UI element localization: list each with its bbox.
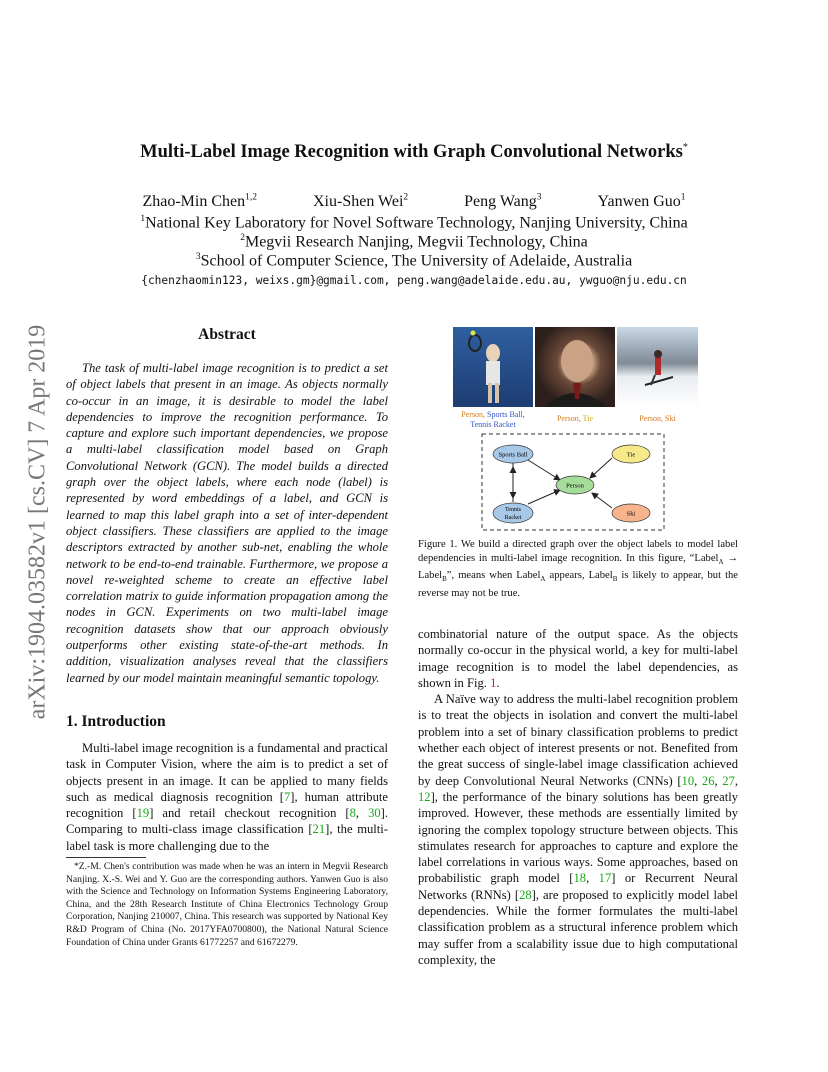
skier-figure	[617, 327, 698, 407]
footnote-rule	[66, 857, 146, 858]
affiliation: $^3$School of Computer Science, The University of Adelaide, Australia	[195, 252, 633, 270]
citation-link[interactable]: 10	[681, 773, 695, 788]
paragraph: A Naïve way to address the multi-label recognition problem is to treat the objects in isolation and convert the multi-label problem into a set of binary classification problems to predict whether each object of interest presents or not. Benefited from the great success of single-label image classification achieved by deep Convolutional Neural Networks (CNNs) [10, 26, 27, 12], the performance of the binary solutions has been greatly improved. However, these methods are essentially limited by ignoring the complex topology structure between objects. This stimulates research for approaches to capture and explore the label correlations in various ways. Some approaches, based on probabilistic graph model [18, 17] or Recurrent Neural Networks (RNNs) [28], are proposed to explicitly model label dependencies. While the former formulates the multi-label classification problem as a structural inference problem which may suffer from a scalability issue due to high computational complexity, the	[418, 692, 739, 967]
paper-title	[0, 142, 828, 163]
citation-link[interactable]: 12	[418, 789, 431, 804]
author: Peng Wang$^3$	[464, 193, 542, 211]
citation-link[interactable]: 26	[701, 773, 715, 788]
paper-title-text: Multi-Label Image Recognition with Graph Convolutional Networks	[140, 142, 683, 163]
figure-caption: Figure 1. We build a directed graph over the object labels to model label dependencies in multi-label image recognition. In this figure, “Label$_A$ → Label$_B$”, means when Label$_A$ appears, Label$_B$ is likely to appear, but the reverse may not be true.	[418, 539, 739, 599]
affiliation: $^2$Megvii Research Nanjing, Megvii Technology, China	[240, 233, 588, 251]
affiliation: $^1$National Key Laboratory for Novel Software Technology, Nanjing University, China	[140, 214, 688, 232]
citation-link[interactable]: 17	[598, 871, 612, 886]
figure-reference-link[interactable]: 1	[490, 675, 497, 690]
edge-ball-person	[528, 460, 560, 480]
citation-link[interactable]: 19	[136, 806, 150, 821]
node-label: Person	[566, 482, 584, 490]
edge-tie-person	[590, 458, 612, 478]
photo-tennis-player	[453, 327, 533, 407]
author-emails: {chenzhaomin123, weixs.gm}@gmail.com, peng.wang@adelaide.edu.au, ywguo@nju.edu.cn	[141, 274, 687, 287]
edge-ski-person	[592, 493, 612, 508]
citation-link[interactable]: 8	[349, 806, 356, 821]
abstract-heading: Abstract	[198, 326, 256, 343]
author: Yanwen Guo$^1$	[597, 193, 686, 211]
citation-link[interactable]: 28	[519, 887, 532, 902]
section-heading-introduction: 1. Introduction	[66, 713, 166, 730]
citation-link[interactable]: 21	[312, 822, 326, 837]
edge-racket-person	[528, 490, 560, 504]
node-label: Tennis	[505, 507, 521, 513]
citation-link[interactable]: 18	[573, 871, 587, 886]
photo-skier	[617, 327, 698, 407]
label-graph	[480, 432, 666, 532]
author-list	[0, 193, 828, 211]
intro-paragraph: Multi-label image recognition is a fundamental and practical task in Computer Vision, where the aim is to predict a set of objects present in an image. It can be applied to many fields such as medical diagnosis recognition [7], human attribute recognition [19] and retail checkout recognition [8, 30]. Comparing to multi-class image classification [21], the multi-label task is more challenging due to the	[66, 741, 389, 853]
photo-label: Person, Tie	[556, 414, 594, 423]
citation-link[interactable]: 7	[283, 789, 291, 804]
paragraph: combinatorial nature of the output space. As the objects normally co-occur in the physical world, a key for multi-label image recognition is to model the label dependencies, as shown in Fig. 1.	[418, 627, 738, 690]
title-footnote-mark: *	[682, 142, 688, 153]
citation-link[interactable]: 30	[368, 806, 381, 821]
citation-link[interactable]: 27	[722, 773, 735, 788]
node-label: Tie	[626, 451, 636, 459]
arxiv-identifier: arXiv:1904.03582v1 [cs.CV] 7 Apr 2019	[24, 324, 51, 720]
node-label: Ski	[626, 510, 636, 518]
photo-label: Person, Sports Ball, Tennis Racket	[461, 410, 525, 429]
author: Xiu-Shen Wei$^2$	[312, 193, 409, 211]
right-column-text	[418, 626, 738, 968]
tennis-player-figure	[453, 327, 533, 407]
footnote: *Z.-M. Chen's contribution was made when he was an intern in Megvii Research Nanjing. X.-S. Wei and Y. Guo are the corresponding authors. Yanwen Guo is also with the Science and Technology on Information Systems Engineering Laboratory, China, and the 28th Research Institute of China Electronics Technology Group Corporation, Nanjing 210007, China. This research was supported by National Key R&D Program of China (No. 2017YFA0700800), the National Natural Science Foundation of China under Grants 61772257 and 61672279.	[66, 861, 388, 948]
photo-man-with-tie	[535, 327, 615, 407]
arxiv-sidebar	[24, 292, 52, 752]
abstract-body: The task of multi-label image recognition is to predict a set of object labels that present in an image. As objects normally co-occur in an image, it is desirable to model the label dependencies to improve the recognition performance. To capture and explore such important dependencies, we propose a multi-label classification model based on Graph Convolutional Network (GCN). The model builds a directed graph over the object labels, where each node (label) is represented by word embeddings of a label, and GCN is learned to map this label graph into a set of inter-dependent object classifiers. These classifiers are applied to the image descriptors extracted by another sub-net, enabling the whole network to be end-to-end trainable. Furthermore, we propose a novel re-weighted scheme to create an effective label correlation matrix to guide information propagation among the nodes in GCN. Experiments on two multi-label image recognition datasets show that our approach obviously outperforms other existing state-of-the-art methods. In addition, visualization analyses reveal that the classifiers learned by our model maintain meaningful semantic topology.	[66, 361, 388, 685]
man-portrait-figure	[535, 327, 615, 407]
node-label: Racket	[504, 515, 522, 521]
node-label: Sports Ball	[498, 451, 528, 459]
author: Zhao-Min Chen$^{1,2}$	[142, 193, 257, 211]
photo-label: Person, Ski	[639, 414, 676, 423]
